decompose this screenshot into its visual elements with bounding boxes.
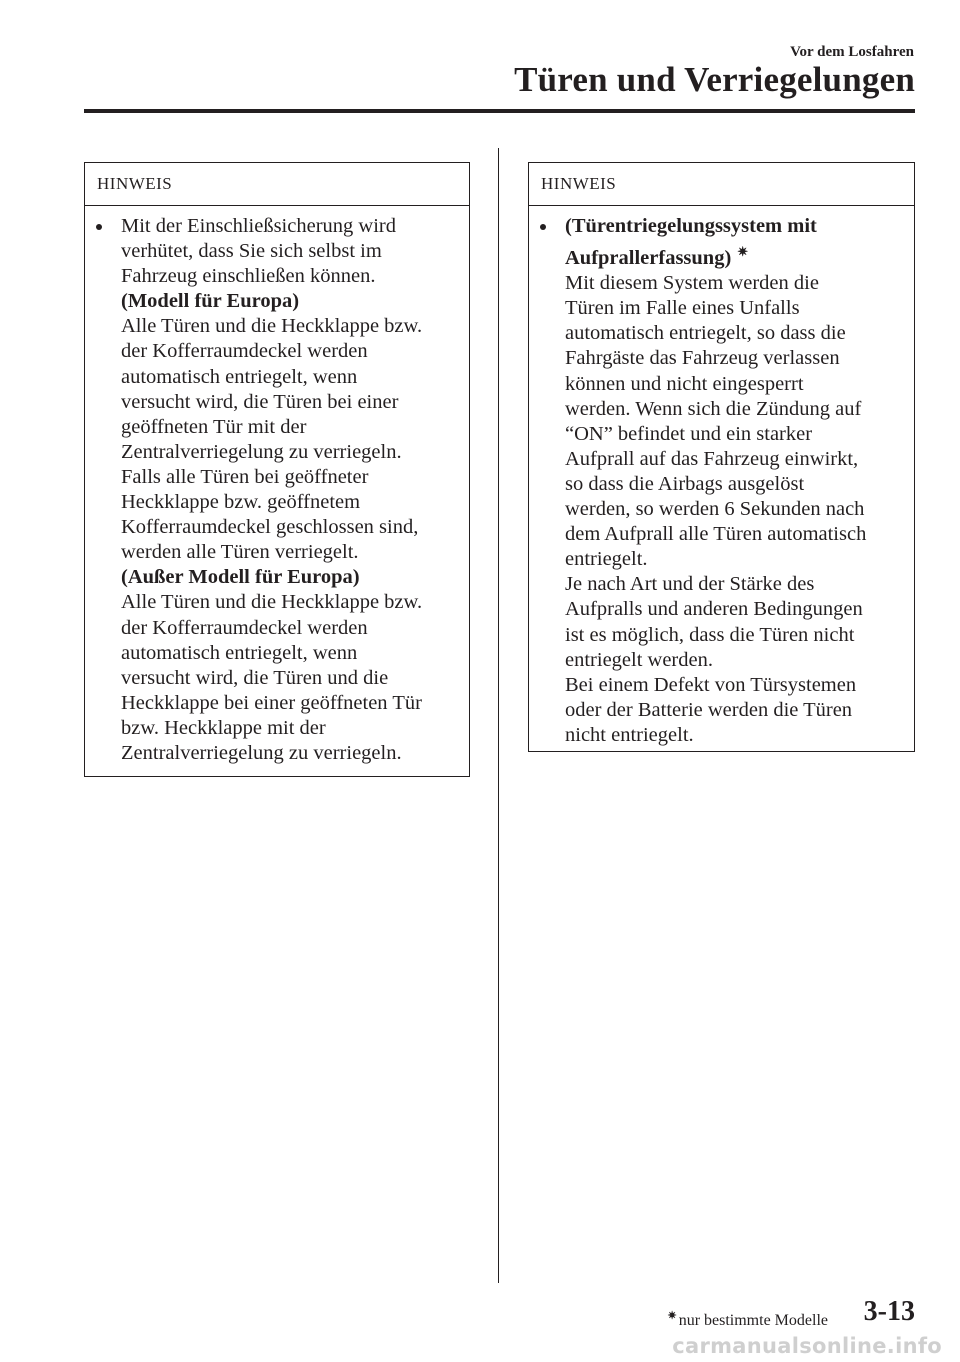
section-label: Vor dem Losfahren [790,44,914,60]
asterisk-icon: ✷ [667,1310,677,1322]
text-line-content: entriegelt. [565,548,648,571]
text-line-content: entriegelt werden. [565,648,713,671]
text-line [121,565,461,590]
text-line-content: nicht entriegelt. [565,723,694,746]
text-line-content: automatisch entriegelt, wenn [121,365,358,388]
text-line-content: Je nach Art und der Stärke des [565,573,815,596]
watermark: carmanualsonline.info [672,1334,942,1358]
text-line [565,497,906,522]
text-line [121,641,461,666]
text-line [565,346,906,371]
text-line [565,522,906,547]
text-line-content: der Kofferraumdeckel werden [121,340,368,363]
text-line-content: Fahrgäste das Fahrzeug verlassen [565,347,840,370]
text-line [565,447,906,472]
text-line [565,698,906,723]
text-line [565,214,906,239]
text-line [565,321,906,346]
text-line-content: oder der Batterie werden die Türen [565,698,853,721]
text-line-content: Heckklappe bei einer geöffneten Tür [121,691,422,714]
text-line [121,314,461,339]
text-line [565,271,906,296]
text-line-content: Türen im Falle eines Unfalls [565,297,800,320]
note-box-left [84,162,470,777]
text-line [121,490,461,515]
note-body [529,206,914,748]
text-line [121,289,461,314]
text-line-content: automatisch entriegelt, wenn [121,641,358,664]
text-line [121,365,461,390]
text-line-content: bzw. Heckklappe mit der [121,716,326,739]
bullet-icon [96,224,102,230]
text-line-content: Heckklappe bzw. geöffnetem [121,491,361,514]
text-line-content: Aufprall auf das Fahrzeug einwirkt, [565,447,859,470]
text-line [121,264,461,289]
text-line-content: der Kofferraumdeckel werden [121,616,368,639]
text-line-content: automatisch entriegelt, so dass die [565,322,846,345]
text-line [565,397,906,422]
text-line [565,673,906,698]
text-line-content: Zentralverriegelung zu verriegeln. [121,440,402,463]
text-line [565,623,906,648]
note-box-right [528,162,915,752]
note-heading: HINWEIS [529,163,914,206]
bullet-icon [540,224,546,230]
text-line-content: Alle Türen und die Heckklappe bzw. [121,591,423,614]
text-line-content: versucht wird, die Türen bei einer [121,390,399,413]
header-rule [84,109,915,113]
asterisk-icon: ✷ [737,244,749,260]
text-line [121,390,461,415]
text-line-content: werden. Wenn sich die Zündung auf [565,397,862,420]
text-line-content: (Modell für Europa) [121,290,300,313]
column-divider [498,148,499,1283]
text-line-content: versucht wird, die Türen und die [121,666,389,689]
note-heading: HINWEIS [85,163,469,206]
text-line [121,540,461,565]
note-bullet-item [565,214,906,748]
text-line [121,440,461,465]
text-line [121,515,461,540]
text-line-content: werden alle Türen verriegelt. [121,541,359,564]
text-line [121,415,461,440]
text-line-content: Aufprallerfassung) [565,247,732,270]
text-line-content: “ON” befindet und ein starker [565,422,813,445]
text-line-content: (Türentriegelungssystem mit [565,215,817,237]
note-bullet-item [121,214,461,766]
text-line-content: dem Aufprall alle Türen automatisch [565,523,867,546]
text-line-content: ist es möglich, dass die Türen nicht [565,623,855,646]
text-line-content: verhütet, dass Sie sich selbst im [121,240,382,263]
text-line-content: Aufpralls und anderen Bedingungen [565,598,863,621]
text-line [565,239,906,271]
text-line [565,472,906,497]
text-line-content: Mit diesem System werden die [565,272,819,295]
text-line [565,648,906,673]
page-title: Türen und Verriegelungen [514,60,915,99]
text-line [565,597,906,622]
text-line-content: so dass die Airbags ausgelöst [565,472,805,495]
text-line [121,741,461,766]
text-line [121,239,461,264]
text-line [121,214,461,239]
text-line-content: Kofferraumdeckel geschlossen sind, [121,516,419,539]
text-line-content: Bei einem Defekt von Türsystemen [565,673,857,696]
note-text [565,214,906,748]
text-line-content: Mit der Einschließsicherung wird [121,215,396,237]
text-line [565,547,906,572]
text-line [121,339,461,364]
text-line [565,572,906,597]
text-line [121,666,461,691]
text-line-content: geöffneten Tür mit der [121,415,307,438]
text-line [121,716,461,741]
text-line-content: Zentralverriegelung zu verriegeln. [121,741,402,764]
footnote [667,1309,828,1330]
note-text [121,214,461,766]
text-line-content: (Außer Modell für Europa) [121,566,360,589]
page-number: 3-13 [863,1296,915,1327]
text-line [565,296,906,321]
text-line [121,616,461,641]
text-line-content: Alle Türen und die Heckklappe bzw. [121,315,423,338]
text-line-content: Fahrzeug einschließen können. [121,265,376,288]
text-line [565,723,906,748]
text-line [121,465,461,490]
footnote-text: nur bestimmte Modelle [678,1312,828,1329]
text-line [565,372,906,397]
text-line [565,422,906,447]
text-line-content: können und nicht eingesperrt [565,372,804,395]
text-line-content: werden, so werden 6 Sekunden nach [565,498,865,521]
text-line-content: Falls alle Türen bei geöffneter [121,465,369,488]
text-line [121,590,461,615]
note-body [85,206,469,766]
text-line [121,691,461,716]
